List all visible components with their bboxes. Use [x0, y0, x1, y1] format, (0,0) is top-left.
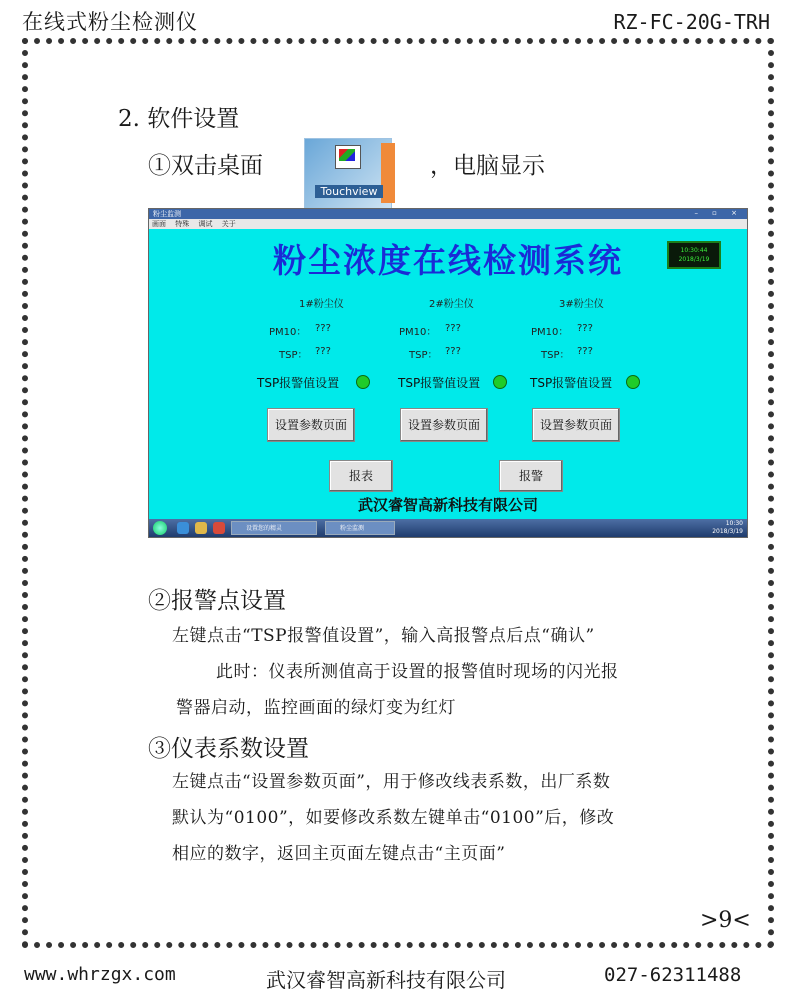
meter1-tsp-value[interactable]: ???	[315, 346, 331, 357]
folder-icon[interactable]	[195, 522, 207, 534]
meter3-title: 3#粉尘仪	[559, 299, 604, 310]
taskbar-item-wizard[interactable]: 设置您的精灵	[231, 521, 317, 535]
meter2-title: 2#粉尘仪	[429, 299, 474, 310]
step3-line3: 相应的数字，返回主页面左键点击“主页面”	[172, 844, 506, 864]
start-button-icon[interactable]	[153, 521, 167, 535]
menu-bar	[149, 219, 747, 229]
meter1-pm10-label: PM10：	[269, 327, 307, 338]
meter2-tsp-value[interactable]: ???	[445, 346, 461, 357]
footer-phone: 027-62311488	[604, 964, 742, 986]
step2-title: ②报警点设置	[148, 588, 286, 614]
meter3-pm10-value[interactable]: ???	[577, 323, 593, 334]
report-button[interactable]: 报表	[329, 460, 393, 492]
step1-text-after: ，电脑显示	[430, 153, 545, 179]
touchview-icon-label: Touchview	[315, 185, 383, 198]
ie-icon[interactable]	[177, 522, 189, 534]
meter3-pm10-label: PM10：	[531, 327, 569, 338]
menu-item-special[interactable]: 特殊	[175, 220, 190, 228]
footer-company: 武汉睿智高新科技有限公司	[266, 968, 506, 992]
system-tray-clock	[712, 520, 743, 536]
taskbar-item-dust-monitor[interactable]: 粉尘监测	[325, 521, 395, 535]
meter3-tsp-label: TSP：	[541, 350, 570, 361]
menu-item-debug[interactable]: 调试	[198, 220, 213, 228]
section-title: 2. 软件设置	[118, 106, 240, 132]
app-company-name: 武汉睿智高新科技有限公司	[357, 496, 538, 514]
page-number: >9<	[700, 908, 751, 933]
system-title: 粉尘浓度在线检测系统	[273, 241, 623, 280]
header-model: RZ-FC-20G-TRH	[613, 10, 770, 34]
meter2-tsp-label: TSP：	[409, 350, 438, 361]
meter1-param-button[interactable]: 设置参数页面	[267, 408, 355, 442]
monitor-app-screenshot	[148, 208, 748, 538]
step3-line2: 默认为“0100”，如要修改系数左键单击“0100”后，修改	[172, 808, 615, 828]
meter2-param-button[interactable]: 设置参数页面	[400, 408, 488, 442]
desktop-background	[381, 143, 395, 203]
step2-line2: 此时：仪表所测值高于设置的报警值时现场的闪光报	[216, 662, 619, 682]
step3-title: ③仪表系数设置	[148, 736, 309, 762]
touchview-app-icon	[335, 145, 361, 169]
window-controls[interactable]: – ▫ ×	[694, 209, 743, 217]
chrome-icon[interactable]	[213, 522, 225, 534]
meter2-alarm-setting[interactable]: TSP报警值设置	[398, 376, 481, 390]
clock-display	[667, 241, 721, 269]
clock-time: 10:30:44	[680, 247, 708, 254]
tray-date: 2018/3/19	[712, 528, 743, 535]
meter2-pm10-label: PM10：	[399, 327, 437, 338]
meter1-tsp-label: TSP：	[279, 350, 308, 361]
meter3-tsp-value[interactable]: ???	[577, 346, 593, 357]
meter3-alarm-setting[interactable]: TSP报警值设置	[530, 376, 613, 390]
clock-date: 2018/3/19	[678, 256, 710, 263]
tray-time: 10:30	[725, 520, 743, 527]
meter3-status-led	[626, 375, 640, 389]
window-titlebar	[149, 209, 747, 219]
footer-website: www.whrzgx.com	[24, 964, 176, 985]
header-title: 在线式粉尘检测仪	[22, 10, 198, 34]
step1-text: ①双击桌面	[148, 153, 263, 179]
window-title: 粉尘监测	[153, 210, 181, 218]
meter2-status-led	[493, 375, 507, 389]
meter2-pm10-value[interactable]: ???	[445, 323, 461, 334]
meter1-alarm-setting[interactable]: TSP报警值设置	[257, 376, 340, 390]
step2-line1: 左键点击“TSP报警值设置”，输入高报警点后点“确认”	[172, 626, 595, 646]
meter1-pm10-value[interactable]: ???	[315, 323, 331, 334]
windows-taskbar	[149, 519, 747, 537]
touchview-desktop-icon[interactable]	[304, 138, 392, 210]
step3-line1: 左键点击“设置参数页面”，用于修改线表系数，出厂系数	[172, 772, 611, 792]
step2-line3: 警器启动，监控画面的绿灯变为红灯	[176, 698, 456, 718]
meter3-param-button[interactable]: 设置参数页面	[532, 408, 620, 442]
meter1-status-led	[356, 375, 370, 389]
menu-item-screen[interactable]: 画面	[152, 220, 166, 228]
meter1-title: 1#粉尘仪	[299, 299, 344, 310]
alarm-button[interactable]: 报警	[499, 460, 563, 492]
menu-item-about[interactable]: 关于	[221, 220, 236, 228]
